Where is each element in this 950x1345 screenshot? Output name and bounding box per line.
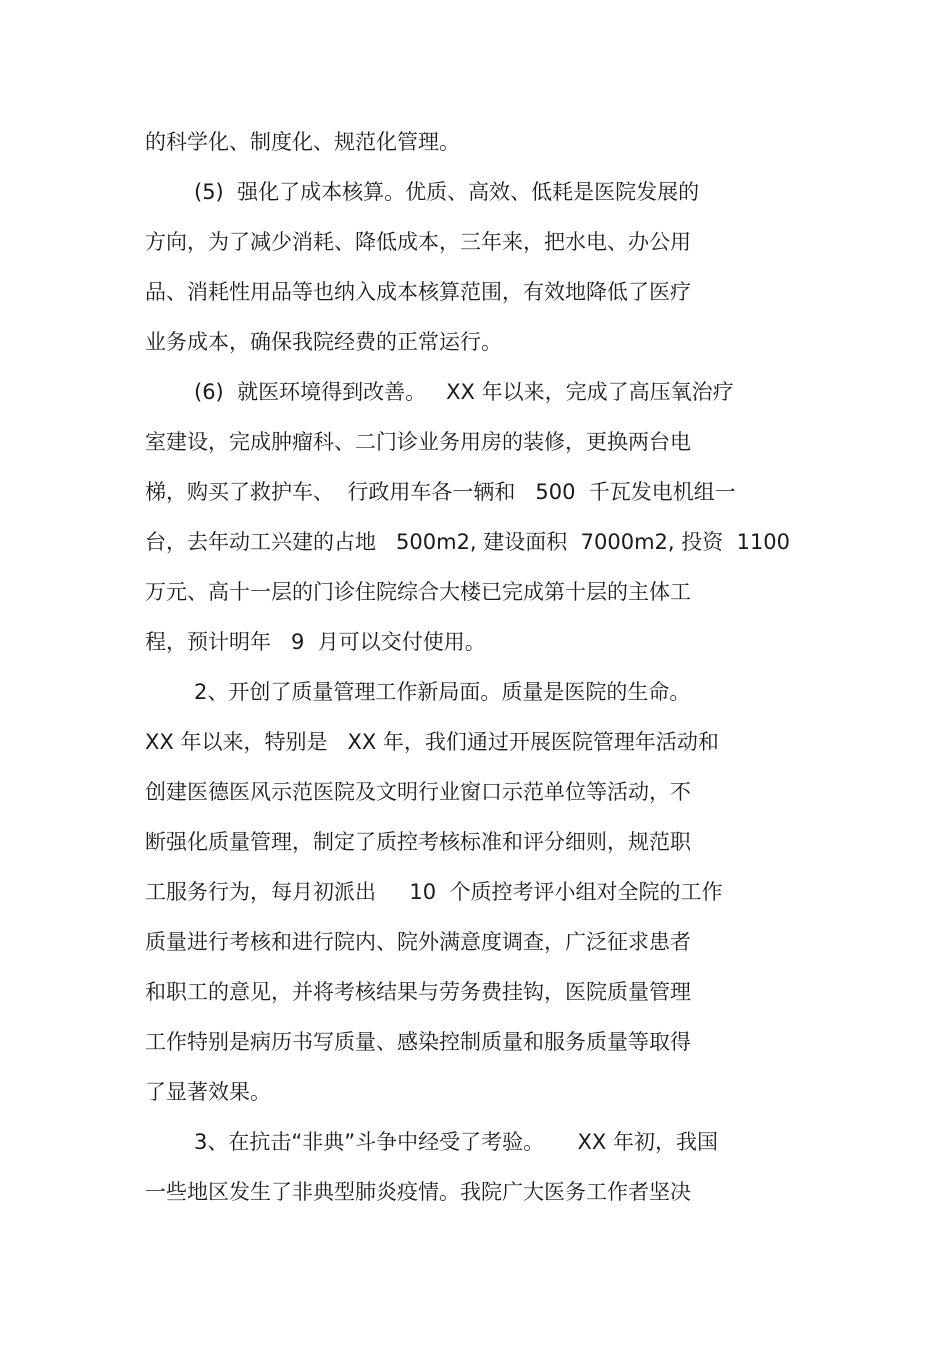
text-line: 断强化质量管理，制定了质控考核标准和评分细则，规范职: [145, 830, 691, 854]
text-line: 业务成本，确保我院经费的正常运行。: [145, 330, 502, 354]
text-line: 3、在抗击“非典”斗争中经受了考验。 XX 年初，我国: [194, 1130, 718, 1154]
text-line: 创建医德医风示范医院及文明行业窗口示范单位等活动，不: [145, 780, 691, 804]
text-line: 台，去年动工兴建的占地 500m2, 建设面积 7000m2, 投资 1100: [145, 530, 791, 554]
text-line: 2、开创了质量管理工作新局面。质量是医院的生命。: [194, 680, 691, 704]
text-line: 了显著效果。: [145, 1080, 271, 1104]
text-line: 万元、高十一层的门诊住院综合大楼已完成第十层的主体工: [145, 580, 691, 604]
text-line: (6) 就医环境得到改善。 XX 年以来，完成了高压氧治疗: [194, 380, 734, 404]
text-line: XX 年以来，特别是 XX 年，我们通过开展医院管理年活动和: [145, 730, 719, 754]
text-line: 梯，购买了救护车、 行政用车各一辆和 500 千瓦发电机组一: [145, 480, 736, 504]
text-line: 方向，为了减少消耗、降低成本，三年来，把水电、办公用: [145, 230, 691, 254]
text-line: 质量进行考核和进行院内、院外满意度调查，广泛征求患者: [145, 930, 691, 954]
text-line: 工作特别是病历书写质量、感染控制质量和服务质量等取得: [145, 1030, 691, 1054]
text-line: 室建设，完成肿瘤科、二门诊业务用房的装修，更换两台电: [145, 430, 691, 454]
text-line: 品、消耗性用品等也纳入成本核算范围，有效地降低了医疗: [145, 280, 691, 304]
text-line: 一些地区发生了非典型肺炎疫情。我院广大医务工作者坚决: [145, 1180, 691, 1204]
text-line: 和职工的意见，并将考核结果与劳务费挂钩，医院质量管理: [145, 980, 691, 1004]
text-line: 程，预计明年 9 月可以交付使用。: [145, 630, 486, 654]
text-line: 工服务行为，每月初派出 10 个质控考评小组对全院的工作: [145, 880, 723, 904]
text-line: (5) 强化了成本核算。优质、高效、低耗是医院发展的: [194, 180, 700, 204]
text-line: 的科学化、制度化、规范化管理。: [145, 130, 460, 154]
